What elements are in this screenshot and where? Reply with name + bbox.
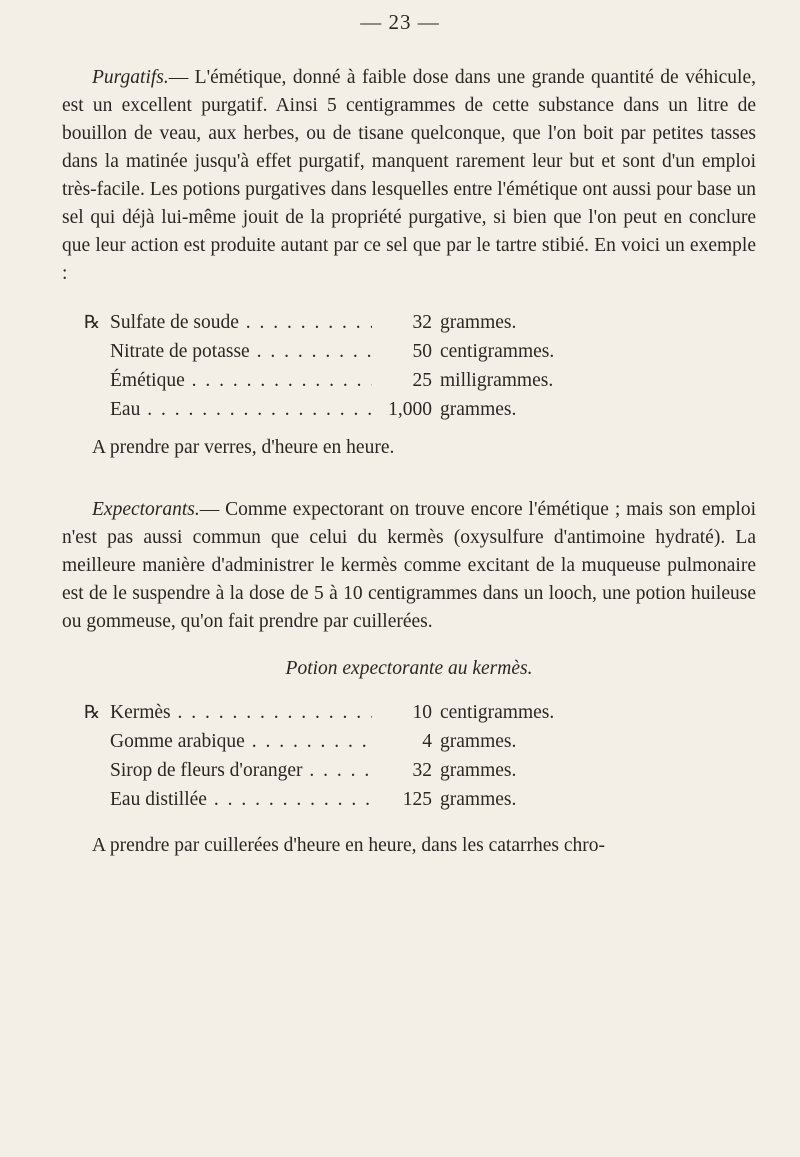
purgative-instruction: A prendre par verres, d'heure en heure. [92, 437, 395, 458]
ingredient-name: Émétique . . . [110, 366, 372, 395]
expectorant-recipe [62, 698, 756, 814]
recipe-row [62, 308, 756, 337]
ingredient-name: Eau distillée . . . [110, 785, 372, 814]
ingredient-unit: centigrammes. [440, 702, 555, 723]
ingredient-unit: grammes. [440, 760, 517, 781]
purgatifs-heading: Purgatifs. [92, 67, 169, 88]
expectorants-paragraph [62, 496, 756, 636]
ingredient-unit: centigrammes. [440, 341, 555, 362]
recipe-row [62, 785, 756, 814]
purgatifs-paragraph [62, 64, 756, 288]
ingredient-quantity: 1,000 [388, 399, 432, 420]
expectorants-text: — Comme expectorant on trouve encore l'émétique ; mais son emploi n'est pas aussi commun que celui du kermès (oxysulfure d'antimoine hydraté). La meilleure manière d'administrer le kermès comme excitant de la muqueuse pulmonaire est de le suspendre à la dose de 5 à 10 centigrammes dans un looch, une potion huileuse ou gommeuse, qu'on fait prendre par cuillerées. [62, 499, 756, 632]
ingredient-quantity: 4 [422, 731, 432, 752]
ingredient-unit: grammes. [440, 312, 517, 333]
recipe-row [62, 395, 756, 424]
recipe-row [62, 727, 756, 756]
recipe-symbol: ℞ [84, 312, 101, 332]
ingredient-name: Sirop de fleurs d'oranger . . . [110, 756, 372, 785]
page-number: — 23 — [360, 10, 440, 34]
ingredient-quantity: 25 [412, 370, 432, 391]
ingredient-name: Kermès . . . [110, 698, 372, 727]
ingredient-name: Eau . . . [110, 395, 372, 424]
potion-title: Potion expectorante au kermès. [285, 658, 533, 679]
ingredient-unit: grammes. [440, 731, 517, 752]
ingredient-quantity: 32 [412, 760, 432, 781]
recipe-row [62, 366, 756, 395]
ingredient-quantity: 32 [412, 312, 432, 333]
ingredient-quantity: 125 [402, 789, 432, 810]
ingredient-unit: milligrammes. [440, 370, 554, 391]
purgative-recipe [62, 308, 756, 424]
recipe-row [62, 337, 756, 366]
ingredient-name: Nitrate de potasse . . . [110, 337, 372, 366]
expectorant-instruction: A prendre par cuillerées d'heure en heure, dans les catarrhes chro- [92, 835, 605, 856]
recipe-row [62, 698, 756, 727]
recipe-symbol: ℞ [84, 702, 101, 722]
ingredient-unit: grammes. [440, 399, 517, 420]
recipe-row [62, 756, 756, 785]
page-content [62, 64, 756, 860]
purgatifs-text: — L'émétique, donné à faible dose dans une grande quantité de véhicule, est un excellent purgatif. Ainsi 5 centigrammes de cette substance dans un litre de bouillon de veau, aux herbes, ou de tisane quelconque, que l'on boit par petites tasses dans la matinée jusqu'à effet purgatif, manquent rarement leur but et sont d'un emploi très-facile. Les potions purgatives dans lesquelles entre l'émétique ont aussi pour base un sel qui déjà lui-même jouit de la propriété purgative, si bien que l'on peut en conclure que leur action est produite autant par ce sel que par le tartre stibié. En voici un exemple : [62, 67, 756, 284]
ingredient-unit: grammes. [440, 789, 517, 810]
ingredient-name: Gomme arabique . . . [110, 727, 372, 756]
ingredient-quantity: 10 [412, 702, 432, 723]
expectorants-heading: Expectorants. [92, 499, 200, 520]
ingredient-quantity: 50 [412, 341, 432, 362]
ingredient-name: Sulfate de soude . . . [110, 308, 372, 337]
